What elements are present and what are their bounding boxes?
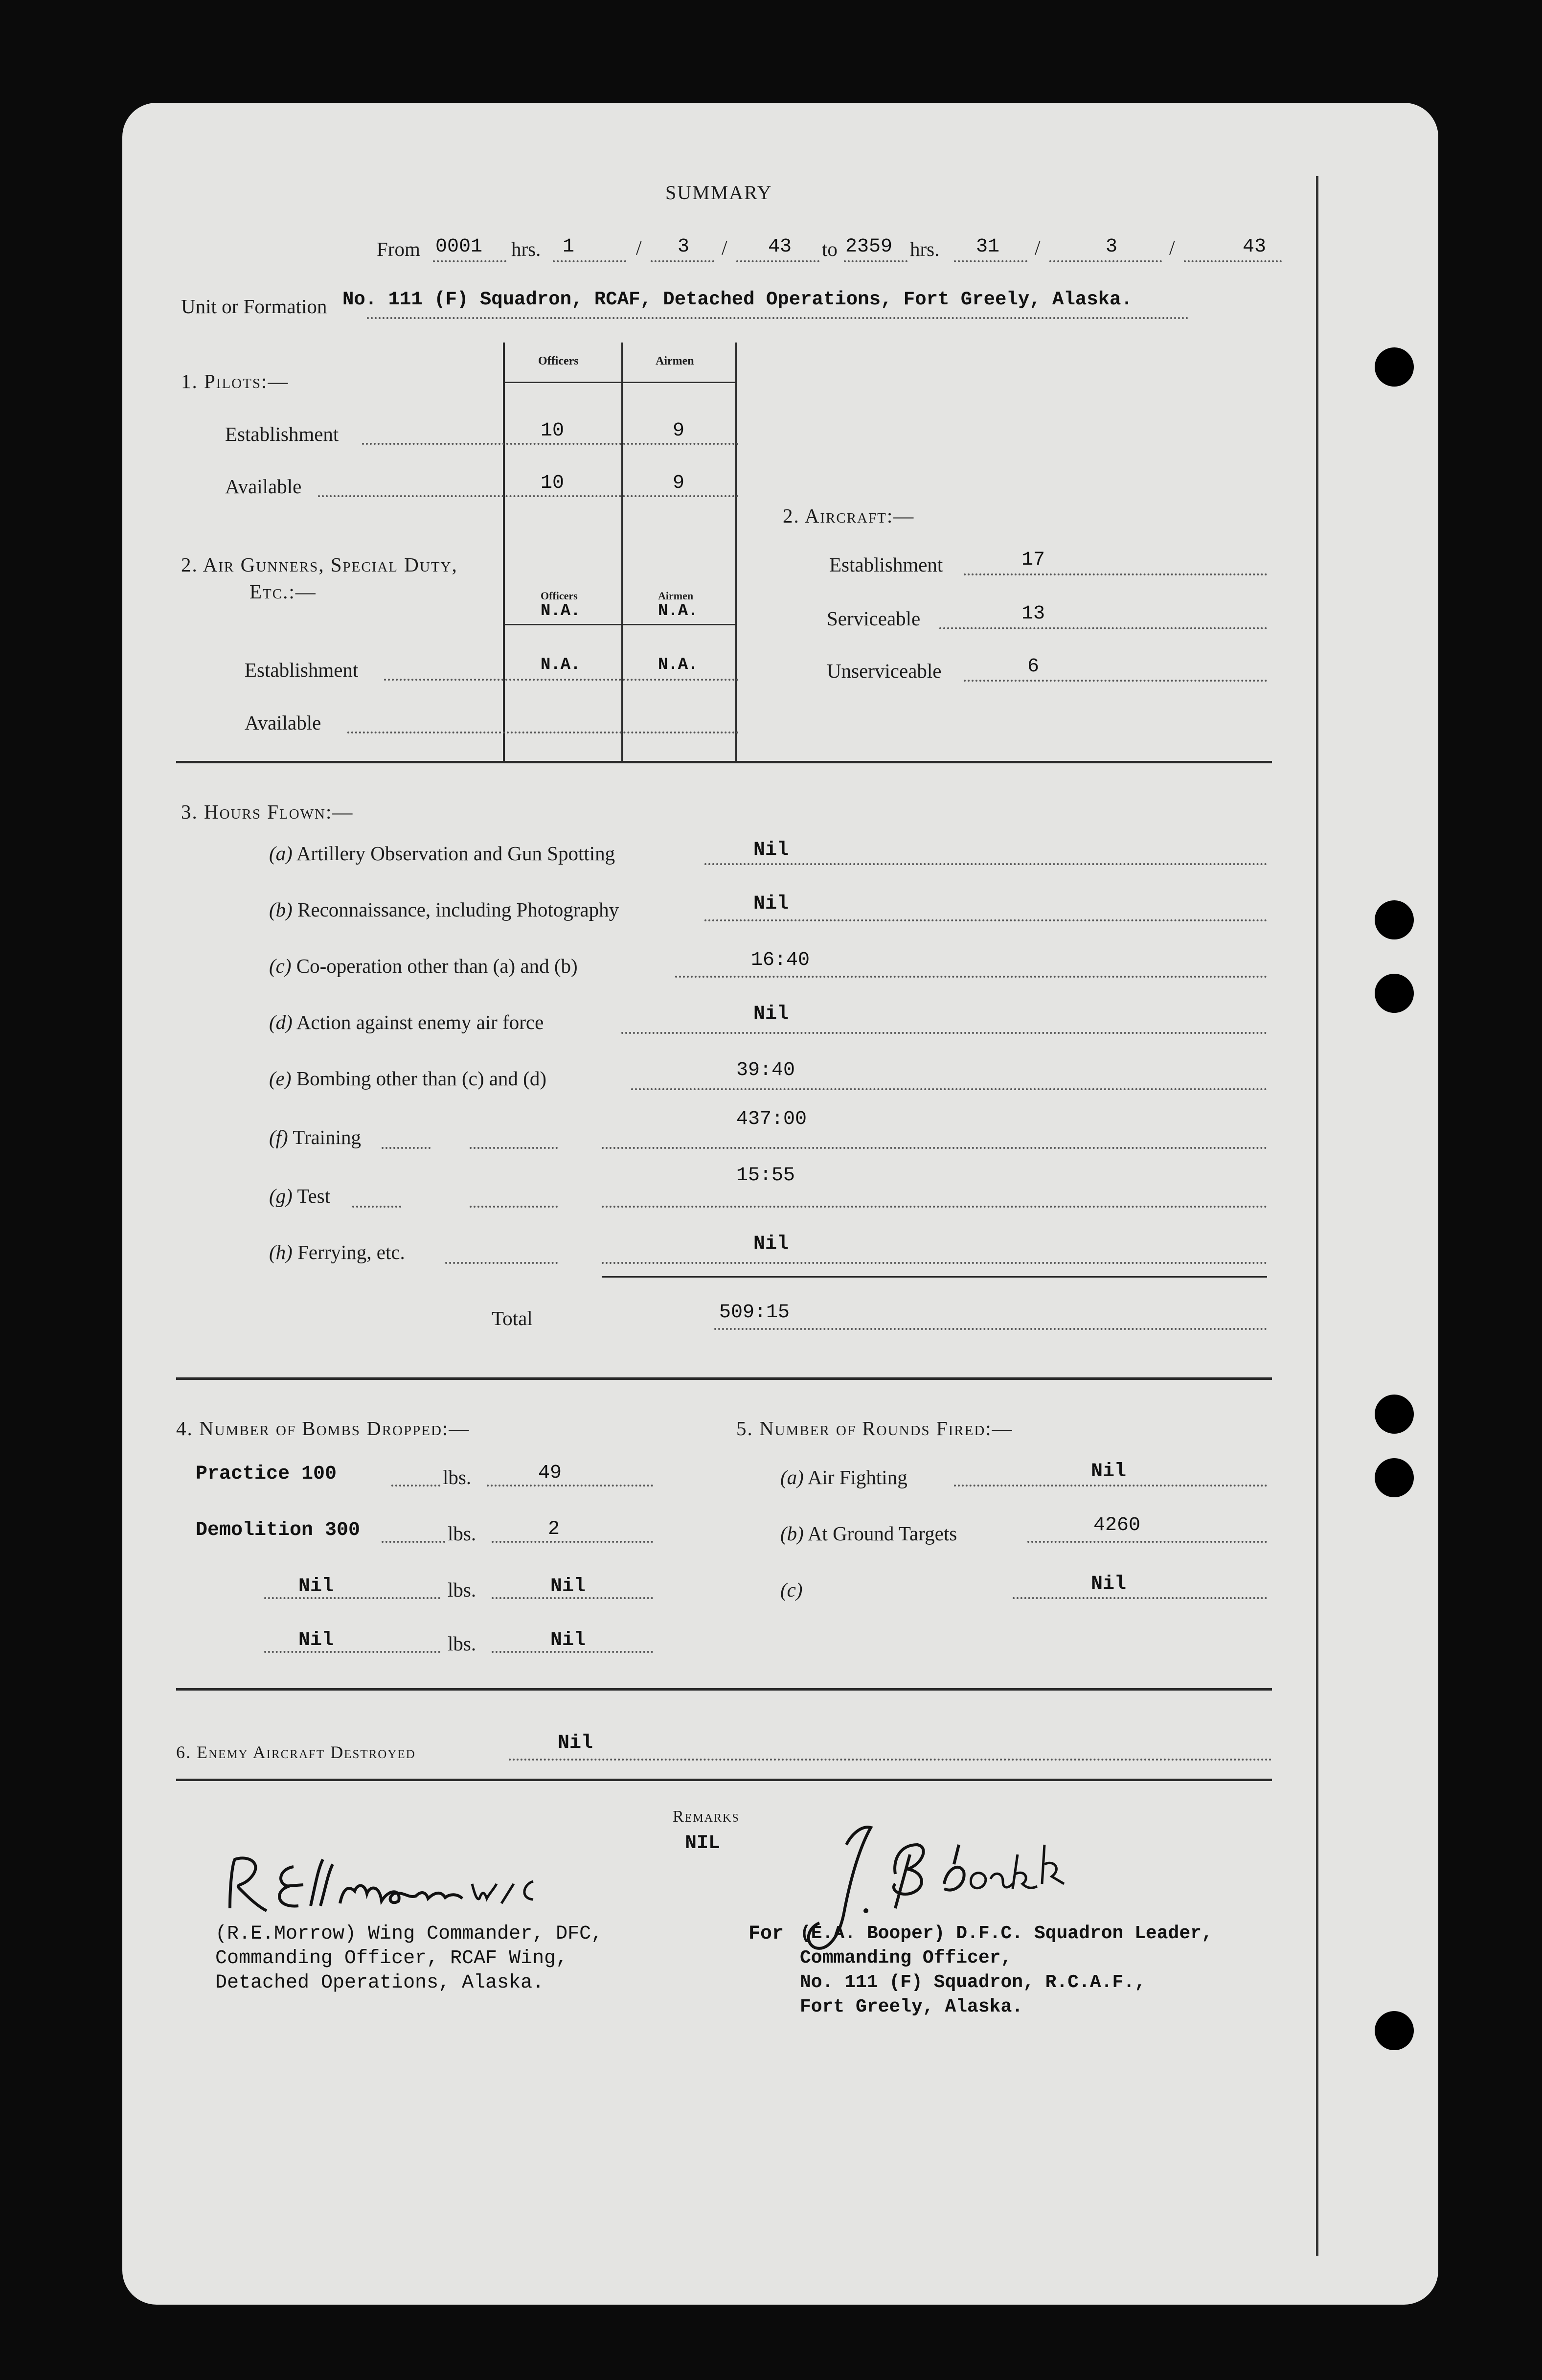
gunners-title-line1: 2. Air Gunners, Special Duty, — [181, 553, 458, 576]
pilots-available-officers: 10 — [541, 472, 565, 494]
bomb-unit: lbs. — [448, 1522, 476, 1545]
rounds-row-b — [780, 1522, 957, 1545]
hours-label: Reconnaissance, including Photography — [297, 898, 619, 921]
rounds-row-c — [780, 1578, 803, 1602]
from-month: 3 — [678, 236, 690, 258]
hours-total-label: Total — [492, 1307, 533, 1329]
punch-hole — [1375, 1458, 1414, 1497]
hours-row-e — [269, 1067, 546, 1090]
left-handwritten-signature — [220, 1845, 592, 1918]
from-hrs-label: hrs. — [511, 238, 541, 260]
rounds-letter: (a) — [780, 1466, 804, 1488]
enemy-title — [176, 1739, 416, 1763]
gunners-col-officers: Officers — [541, 590, 578, 602]
pilots-title-text: 1. Pilots:— — [181, 370, 289, 392]
pilots-available-airmen: 9 — [673, 472, 685, 494]
punch-hole — [1375, 2011, 1414, 2050]
rounds-letter: (c) — [780, 1579, 803, 1601]
gunners-establishment-airmen: N.A. — [658, 656, 698, 674]
hours-row-f — [269, 1125, 361, 1149]
hours-letter: (g) — [269, 1185, 293, 1207]
hours-letter: (a) — [269, 842, 293, 865]
hours-label: Test — [297, 1185, 331, 1207]
rounds-title-text: 5. Number of Rounds Fired:— — [736, 1417, 1013, 1440]
rounds-title — [736, 1417, 1013, 1440]
left-signatory-line: (R.E.Morrow) Wing Commander, DFC, — [215, 1923, 603, 1945]
remarks-value: NIL — [685, 1832, 721, 1854]
hours-title-text: 3. Hours Flown:— — [181, 801, 354, 823]
hours-row-b — [269, 898, 619, 921]
rounds-value: 4260 — [1093, 1514, 1141, 1536]
pilots-col-officers: Officers — [538, 355, 579, 367]
hours-letter: (f) — [269, 1126, 288, 1148]
pilots-establishment-label: Establishment — [225, 423, 339, 445]
right-signatory-line: No. 111 (F) Squadron, R.C.A.F., — [800, 1972, 1146, 1993]
from-label: From — [377, 238, 420, 260]
aircraft-title-text: 2. Aircraft:— — [783, 504, 915, 527]
to-label: to — [822, 238, 838, 260]
hours-label: Artillery Observation and Gun Spotting — [296, 842, 615, 865]
bomb-unit: lbs. — [443, 1466, 472, 1488]
bomb-type: Demolition 300 — [196, 1519, 361, 1541]
gunners-available-label: Available — [245, 711, 321, 734]
enemy-title-text: 6. Enemy Aircraft Destroyed — [176, 1742, 416, 1762]
from-day: 1 — [563, 236, 575, 258]
rounds-value: Nil — [1091, 1573, 1127, 1595]
from-year: 43 — [768, 236, 792, 258]
unit-label: Unit or Formation — [181, 295, 327, 318]
hours-row-g — [269, 1184, 330, 1208]
bomb-unit: lbs. — [448, 1632, 476, 1655]
hours-letter: (e) — [269, 1067, 292, 1090]
right-signatory-line: (E.A. Booper) D.F.C. Squadron Leader, — [800, 1923, 1213, 1944]
hours-value: Nil — [753, 893, 789, 915]
slash: / — [722, 236, 727, 259]
left-signatory-line: Detached Operations, Alaska. — [215, 1972, 544, 1994]
remarks-title — [673, 1803, 740, 1827]
summary-form — [122, 103, 1438, 2305]
to-time: 2359 — [845, 236, 893, 258]
right-signatory-line: Fort Greely, Alaska. — [800, 1996, 1023, 2017]
aircraft-establishment-value: 17 — [1021, 549, 1045, 571]
gunners-title-1 — [181, 553, 458, 576]
for-label: For — [748, 1923, 784, 1945]
hours-label: Action against enemy air force — [296, 1011, 544, 1033]
hours-value: 39:40 — [736, 1059, 795, 1081]
unit-value: No. 111 (F) Squadron, RCAF, Detached Operations, Fort Greely, Alaska. — [342, 289, 1133, 310]
hours-row-h — [269, 1240, 405, 1264]
pilots-establishment-officers: 10 — [541, 420, 565, 442]
rounds-letter: (b) — [780, 1522, 804, 1545]
gunners-header-airmen: N.A. — [658, 602, 698, 620]
punch-hole — [1375, 900, 1414, 939]
to-hrs-label: hrs. — [910, 238, 940, 260]
gunners-establishment-label: Establishment — [245, 659, 359, 681]
hours-letter: (b) — [269, 898, 293, 921]
bomb-count: Nil — [550, 1576, 586, 1598]
hours-value: 16:40 — [751, 949, 810, 971]
rounds-label: At Ground Targets — [807, 1522, 957, 1545]
bomb-count: 2 — [548, 1518, 560, 1540]
form-heading: SUMMARY — [665, 182, 772, 204]
pilots-establishment-airmen: 9 — [673, 420, 685, 442]
right-signatory-line: Commanding Officer, — [800, 1947, 1012, 1968]
bomb-type: Nil — [298, 1576, 334, 1598]
bomb-count: Nil — [550, 1629, 586, 1651]
hours-row-d — [269, 1010, 544, 1034]
pilots-col-airmen: Airmen — [656, 355, 694, 367]
pilots-available-label: Available — [225, 475, 302, 498]
rounds-value: Nil — [1091, 1461, 1127, 1483]
bomb-count: 49 — [538, 1462, 562, 1484]
to-month: 3 — [1106, 236, 1118, 258]
remarks-title-text: Remarks — [673, 1808, 740, 1826]
slash: / — [1035, 236, 1041, 259]
hours-total-value: 509:15 — [719, 1302, 790, 1324]
bomb-unit: lbs. — [448, 1579, 476, 1601]
aircraft-serviceable-label: Serviceable — [827, 607, 921, 630]
hours-value: Nil — [753, 839, 789, 861]
rounds-label: Air Fighting — [807, 1466, 907, 1488]
to-year: 43 — [1243, 236, 1267, 258]
to-day: 31 — [976, 236, 1000, 258]
aircraft-establishment-label: Establishment — [829, 553, 943, 576]
hours-letter: (d) — [269, 1011, 293, 1033]
punch-hole — [1375, 1395, 1414, 1434]
hours-value: 15:55 — [736, 1165, 795, 1187]
hours-label: Bombing other than (c) and (d) — [296, 1067, 546, 1090]
gunners-establishment-officers: N.A. — [541, 656, 581, 674]
gunners-col-airmen: Airmen — [658, 590, 694, 602]
aircraft-title — [783, 504, 914, 527]
hours-label: Ferrying, etc. — [297, 1241, 405, 1263]
hours-value: Nil — [753, 1233, 789, 1255]
enemy-value: Nil — [558, 1732, 593, 1754]
left-signatory-line: Commanding Officer, RCAF Wing, — [215, 1947, 568, 1969]
bomb-type: Nil — [298, 1629, 334, 1651]
hours-letter: (h) — [269, 1241, 293, 1263]
hours-value: 437:00 — [736, 1108, 807, 1130]
gunners-title-line2: Etc.:— — [249, 580, 317, 603]
aircraft-unserviceable-value: 6 — [1027, 656, 1040, 678]
slash: / — [1169, 236, 1175, 259]
hours-label: Co-operation other than (a) and (b) — [296, 955, 578, 977]
punch-hole — [1375, 974, 1414, 1013]
aircraft-unserviceable-label: Unserviceable — [827, 660, 942, 682]
hours-title — [181, 800, 353, 824]
from-time: 0001 — [435, 236, 483, 258]
rounds-row-a — [780, 1465, 907, 1489]
aircraft-serviceable-value: 13 — [1021, 603, 1045, 625]
gunners-title-2 — [249, 580, 317, 603]
pilots-title — [181, 369, 289, 393]
hours-row-c — [269, 954, 578, 978]
gunners-header-officers: N.A. — [541, 602, 581, 620]
hours-value: Nil — [753, 1003, 789, 1025]
slash: / — [636, 236, 642, 259]
bombs-title-text: 4. Number of Bombs Dropped:— — [176, 1417, 470, 1440]
bomb-type: Practice 100 — [196, 1463, 337, 1485]
hours-letter: (c) — [269, 955, 292, 977]
hours-row-a — [269, 842, 615, 865]
punch-hole — [1375, 347, 1414, 387]
bombs-title — [176, 1417, 470, 1440]
hours-label: Training — [293, 1126, 361, 1148]
